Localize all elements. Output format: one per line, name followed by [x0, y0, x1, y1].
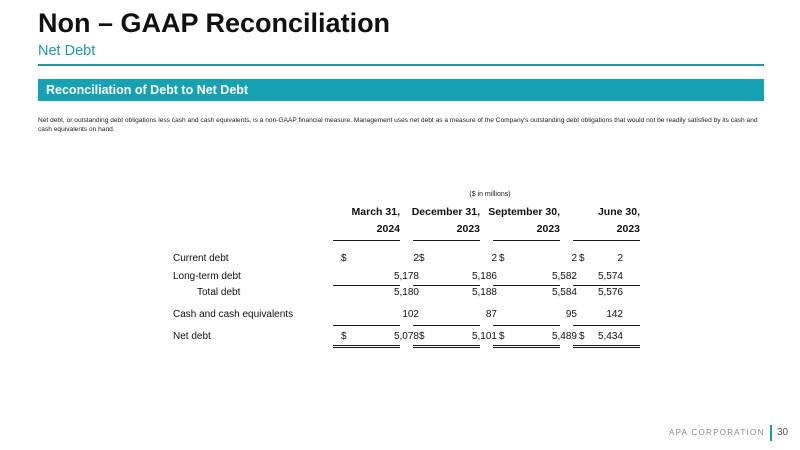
subtotal-line	[413, 325, 480, 326]
company-brand: APA CORPORATION	[669, 428, 765, 437]
row-label: Cash and cash equivalents	[173, 309, 294, 320]
table-cell	[341, 331, 419, 345]
column-header	[482, 204, 560, 238]
column-header	[402, 204, 480, 238]
subtotal-line	[493, 325, 560, 326]
units-label: ($ in millions)	[469, 191, 511, 198]
column-header	[322, 204, 400, 238]
cell-value: 5,584	[551, 287, 577, 298]
row-label: Current debt	[173, 253, 229, 264]
table-cell	[579, 287, 623, 301]
row-label: Long-term debt	[173, 271, 241, 282]
cell-value: 5,576	[597, 287, 623, 298]
header-underline	[573, 240, 640, 241]
column-header	[562, 204, 640, 238]
cell-value: 2	[491, 253, 497, 264]
dollar-sign: $	[419, 331, 425, 342]
header-underline	[413, 240, 480, 241]
dollar-sign: $	[341, 253, 347, 264]
page-title: Non – GAAP Reconciliation	[38, 8, 391, 38]
cell-value: 5,489	[551, 331, 577, 342]
table-cell	[579, 271, 623, 285]
subtotal-line	[573, 285, 640, 286]
dollar-sign: $	[419, 253, 425, 264]
cell-value: 5,188	[471, 287, 497, 298]
table-cell	[499, 309, 577, 323]
cell-value: 2	[617, 253, 623, 264]
total-double-line	[493, 347, 560, 348]
table-cell	[579, 253, 623, 267]
table-cell	[499, 253, 577, 267]
total-double-line	[333, 347, 400, 348]
cell-value: 2	[571, 253, 577, 264]
column-header-date: March 31,	[351, 206, 400, 218]
cell-value: 5,434	[597, 331, 623, 342]
table-cell	[579, 309, 623, 323]
title-divider	[38, 64, 764, 66]
column-header-year: 2023	[616, 223, 640, 235]
subtotal-line	[573, 325, 640, 326]
table-cell	[419, 309, 497, 323]
dollar-sign: $	[579, 253, 585, 264]
table-cell	[419, 287, 497, 301]
table-cell	[419, 331, 497, 345]
total-double-line	[493, 345, 560, 346]
table-cell	[579, 331, 623, 345]
dollar-sign: $	[341, 331, 347, 342]
table-cell	[419, 253, 497, 267]
page-number: 30	[777, 427, 789, 438]
subtotal-line	[493, 285, 560, 286]
dollar-sign: $	[579, 331, 585, 342]
section-description: Net debt, or outstanding debt obligations less cash and cash equivalents, is a non-GAAP financial measure. Management uses net debt as a measure of the Company's outstanding debt obligations that would not be readily satisfied by its cash and cash equivalents on hand.	[38, 117, 758, 133]
cell-value: 142	[606, 309, 623, 320]
table-cell	[419, 271, 497, 285]
cell-value: 5,574	[597, 271, 623, 282]
column-header-date: June 30,	[597, 206, 640, 218]
subtotal-line	[333, 325, 400, 326]
total-double-line	[413, 345, 480, 346]
page-subtitle: Net Debt	[38, 43, 96, 59]
table-cell	[499, 331, 577, 345]
column-header-date: September 30,	[488, 206, 560, 218]
row-label: Total debt	[197, 287, 241, 298]
cell-value: 5,582	[551, 271, 577, 282]
cell-value: 87	[485, 309, 497, 320]
dollar-sign: $	[499, 331, 505, 342]
cell-value: 5,178	[393, 271, 419, 282]
cell-value: 5,186	[471, 271, 497, 282]
cell-value: 5,101	[471, 331, 497, 342]
total-double-line	[413, 347, 480, 348]
cell-value: 95	[565, 309, 577, 320]
cell-value: 5,180	[393, 287, 419, 298]
column-header-year: 2023	[536, 223, 560, 235]
cell-value: 102	[402, 309, 419, 320]
subtotal-line	[333, 285, 400, 286]
table-cell	[499, 271, 577, 285]
dollar-sign: $	[499, 253, 505, 264]
header-underline	[493, 240, 560, 241]
cell-value: 5,078	[393, 331, 419, 342]
total-double-line	[573, 347, 640, 348]
total-double-line	[573, 345, 640, 346]
header-underline	[333, 240, 400, 241]
table-cell	[341, 271, 419, 285]
total-double-line	[333, 345, 400, 346]
column-header-year: 2024	[376, 223, 400, 235]
table-cell	[341, 253, 419, 267]
footer-separator	[770, 425, 772, 441]
row-label: Net debt	[173, 331, 211, 342]
section-banner: Reconciliation of Debt to Net Debt	[38, 79, 764, 101]
table-cell	[499, 287, 577, 301]
table-cell	[341, 309, 419, 323]
table-cell	[341, 287, 419, 301]
column-header-date: December 31,	[411, 206, 480, 218]
cell-value: 2	[413, 253, 419, 264]
column-header-year: 2023	[456, 223, 480, 235]
subtotal-line	[413, 285, 480, 286]
